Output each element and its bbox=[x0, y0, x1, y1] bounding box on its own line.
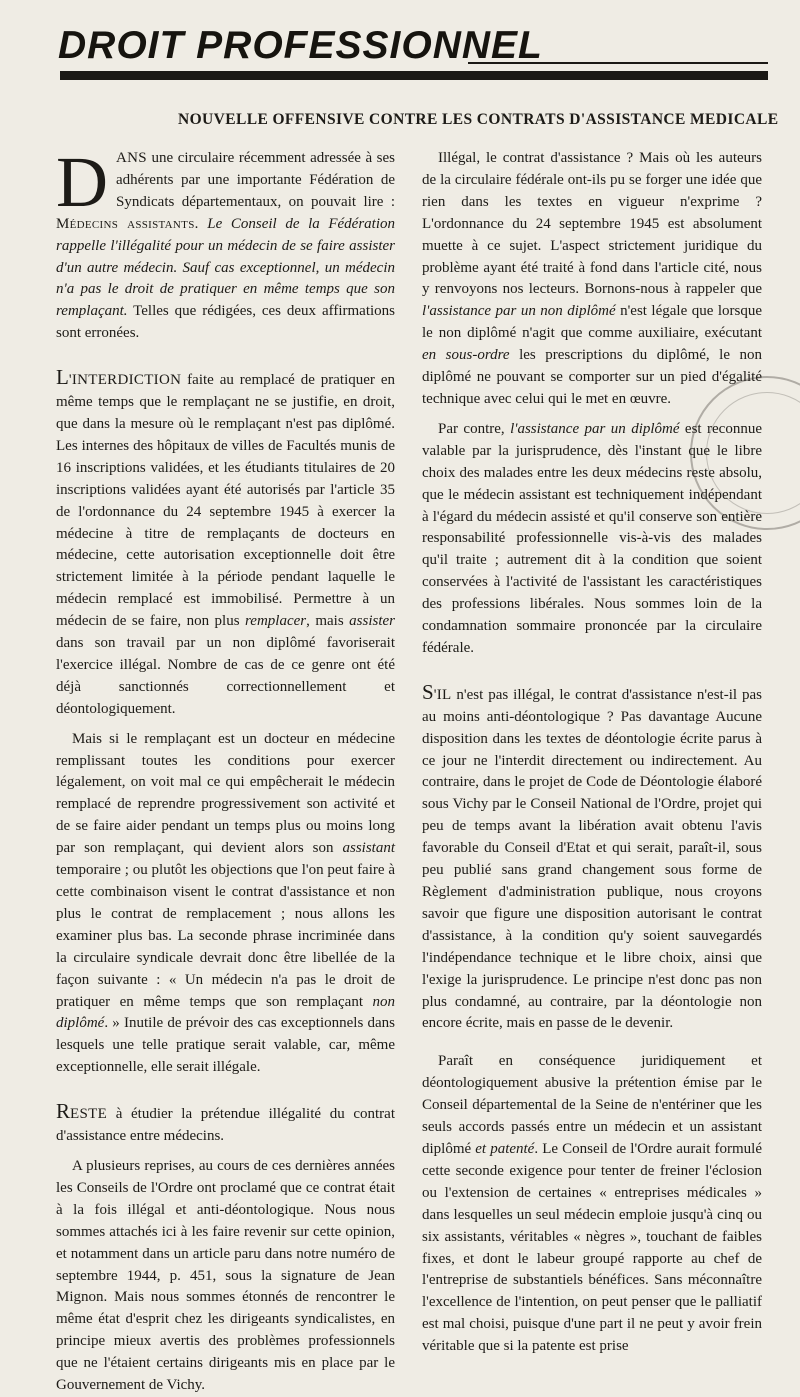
paragraph bbox=[56, 367, 395, 721]
text-run: est reconnue valable par la jurisprudence, dès l'instant que le libre choix des malades entre les deux médecins reste absolu, que le médecin assistant est techniquement indépendant à l'égard du médecin assisté et qu'il conserve son entière responsabilité professionnelle vis-à-vis des malades qu'il traite ; autrement dit à la condition que soient conservées à l'activité de l'assistant les caractéristiques des professions libérales. Nous sommes loin de la condamnation sommaire prononcée par la circulaire fédérale. bbox=[422, 420, 762, 656]
text-run: faite au remplacé de pratiquer en même temps que le remplaçant ne se justifie, en droit, que dans la mesure où le remplaçant n'est pas diplômé. Les internes des hôpitaux de villes de Facultés munis de 16 inscriptions validées, et les étudiants titulaires de 20 inscriptions validées ayant été autorisés par l'article 35 de l'ordonnance du 24 septembre 1945 à exercer la médecine à titre de remplaçants de docteurs en médecine, cette autorisation exceptionnelle doit être strictement limitée à la période pendant laquelle le médecin remplacé est immobilisé. Permettre à un médecin de se faire, non plus bbox=[56, 372, 395, 630]
paragraph bbox=[56, 729, 395, 1080]
text-run: Par contre, bbox=[438, 420, 511, 437]
header-thin-rule bbox=[468, 62, 768, 64]
italic-run: l'assistance par un non diplômé bbox=[422, 303, 616, 320]
text-run: une circulaire récemment adressée à ses adhérents par une importante Fédération de Syndicats départementaux, on pouvait lire : bbox=[116, 150, 395, 210]
text-run: Mais si le remplaçant est un docteur en médecine remplissant toutes les conditions pour exercer légalement, on voit mal ce qui empêcherait le médecin remplacé de reprendre progressivement son activité et de se faire aider pendant un temps plus ou moins long par son remplaçant, qui devient alors son bbox=[56, 730, 395, 857]
page-header bbox=[58, 20, 768, 90]
section-title: DROIT PROFESSIONNEL bbox=[58, 24, 543, 67]
text-run: dans son travail par un non diplômé favoriserait l'exercice illégal. Nombre de cas de ce genre ont été déjà sanctionnés correctionnellement et déontologiquement. bbox=[56, 635, 395, 717]
paragraph bbox=[422, 419, 762, 660]
text-run: les prescriptions du diplômé, le non diplômé ne pouvant se comporter sur un pied d'égalité technique avec celui qui le met en œuvre. bbox=[422, 347, 762, 407]
italic-run: l'assistance par un diplômé bbox=[510, 420, 680, 437]
italic-run: et patenté bbox=[475, 1140, 535, 1157]
paragraph bbox=[422, 1051, 762, 1358]
paragraph bbox=[422, 679, 762, 1036]
text-run: temporaire ; ou plutôt les objections que l'on peut faire à cette combinaison visent le contrat d'assistance et non plus le contrat de remplacement ; nous allons les examiner plus bas. La seconde phrase incriminée dans la circulaire syndicale devrait donc être libellée de la façon suivante : « Un médecin n'a pas le droit de pratiquer en même temps que son remplaçant bbox=[56, 862, 395, 1010]
paragraph bbox=[56, 1156, 395, 1397]
italic-run: non diplômé bbox=[56, 993, 395, 1032]
right-column bbox=[422, 148, 762, 1358]
initial-capital: L bbox=[56, 365, 69, 390]
text-run: n'est légale que lorsque le non diplômé n'agit que comme auxiliaire, exécutant bbox=[422, 303, 762, 342]
article-title: NOUVELLE OFFENSIVE CONTRE LES CONTRATS D'ASSISTANCE MEDICALE bbox=[178, 111, 779, 128]
text-run: , mais bbox=[306, 613, 350, 630]
smallcaps-run: Médecins assistants. bbox=[56, 215, 199, 232]
text-run: n'est pas illégal, le contrat d'assistance n'est-il pas au moins anti-déontologique ? Pas davantage Aucune disposition dans les textes de déontologie écrite parus à ce jour ne l'interdit directement ou indirectement. Au contraire, dans le projet de Code de Déontologie élaboré sous Vichy par le Conseil National de l'Ordre, projet qui peu de temps avant la libération avait obtenu l'avis favorable du Conseil d'Etat et qui serait, paraît-il, sous peu publié sans grand changement sous forme de Règlement d'administration publique, nous croyons savoir que figure une disposition autorisant le contrat d'assistance, à la condition qu'y soient sauvegardés l'indépendance technique et le libre choix, ainsi que l'exige la jurisprudence. Le principe n'est donc pas non plus condamné, au contraire, par la déontologie non encore écrite, mais en passe de le devenir. bbox=[422, 686, 762, 1032]
paragraph bbox=[422, 148, 762, 411]
initial-capital: R bbox=[56, 1099, 71, 1124]
text-run: Telles que rédigées, ces deux affirmations sont erronées. bbox=[56, 303, 395, 342]
italic-run: assistant bbox=[342, 840, 395, 857]
header-thick-rule bbox=[60, 71, 768, 80]
left-column bbox=[56, 142, 396, 1397]
lead-word: 'INTERDICTION bbox=[68, 372, 182, 389]
initial-capital: S bbox=[422, 679, 434, 704]
text-run: . » Inutile de prévoir des cas exceptionnels dans lesquels une telle pratique serait valable, car, même exceptionnelle, elle serait illégale. bbox=[56, 1015, 395, 1076]
text-run: . Le Conseil de l'Ordre aurait formulé cette seconde exigence pour tenter de freiner l'éclosion ou l'extension de certaines « entreprises médicales » dans lesquelles un seul médecin emploie jusqu'à cinq ou six assistants, véritables « nègres », touchant de faibles fixes, et dont le labeur groupé rapporte au chef de l'entreprise de substantiels bénéfices. Sans méconnaître l'excellence de l'intention, on peut penser que le palliatif est mal choisi, puisque d'une part il ne peut y avoir frein véritable que si la patente est prise bbox=[422, 1140, 762, 1355]
text-run: Illégal, le contrat d'assistance ? Mais où les auteurs de la circulaire fédérale ont-ils pu se forger une idée que rien dans les textes en vigueur n'exprime ? L'ordonnance du 24 septembre 1945 est absolument muette à ce sujet. L'aspect strictement juridique du problème ayant été traité à fond dans l'article cité, nous y renvoyons nos lecteurs. Bornons-nous à rappeler que bbox=[422, 150, 762, 298]
paragraph bbox=[56, 142, 396, 345]
drop-cap: D bbox=[56, 142, 108, 222]
italic-run: Le Conseil de la Fédération rappelle l'illégalité pour un médecin de se faire assister d'un autre médecin. Sauf cas exceptionnel, un médecin n'a pas le droit de pratiquer en même temps que son remplaçant. bbox=[56, 215, 396, 320]
italic-run: remplacer bbox=[245, 613, 307, 630]
text-run: à étudier la prétendue illégalité du contrat d'assistance entre médecins. bbox=[56, 1106, 395, 1145]
italic-run: assister bbox=[349, 613, 395, 630]
italic-run: en sous-ordre bbox=[422, 347, 510, 364]
text-run: Paraît en conséquence juridiquement et déontologiquement abusive la prétention émise par le Conseil départemental de la Seine de n'entériner que les seuls accords passés entre un médecin et un assistant diplômé bbox=[422, 1053, 762, 1157]
text-run: A plusieurs reprises, au cours de ces dernières années les Conseils de l'Ordre ont proclamé que ce contrat était à la fois illégal et anti-déontologique. Nous nous sommes attachés ici à les faire revenir sur cette opinion, et notamment dans un article paru dans notre numéro de septembre 1944, p. 451, sous la signature de Jean Mignon. Mais nous sommes étonnés de rencontrer le même état d'esprit chez les dirigeants syndicalistes, en principe mieux avertis des problèmes professionnels que ne l'étaient certains dirigeants mis en place par le Gouvernement de Vichy. bbox=[56, 1157, 395, 1394]
lead-word: ANS bbox=[116, 150, 147, 166]
lead-word: 'IL bbox=[433, 686, 452, 703]
lead-word: ESTE bbox=[70, 1106, 108, 1123]
paragraph bbox=[56, 1101, 395, 1148]
